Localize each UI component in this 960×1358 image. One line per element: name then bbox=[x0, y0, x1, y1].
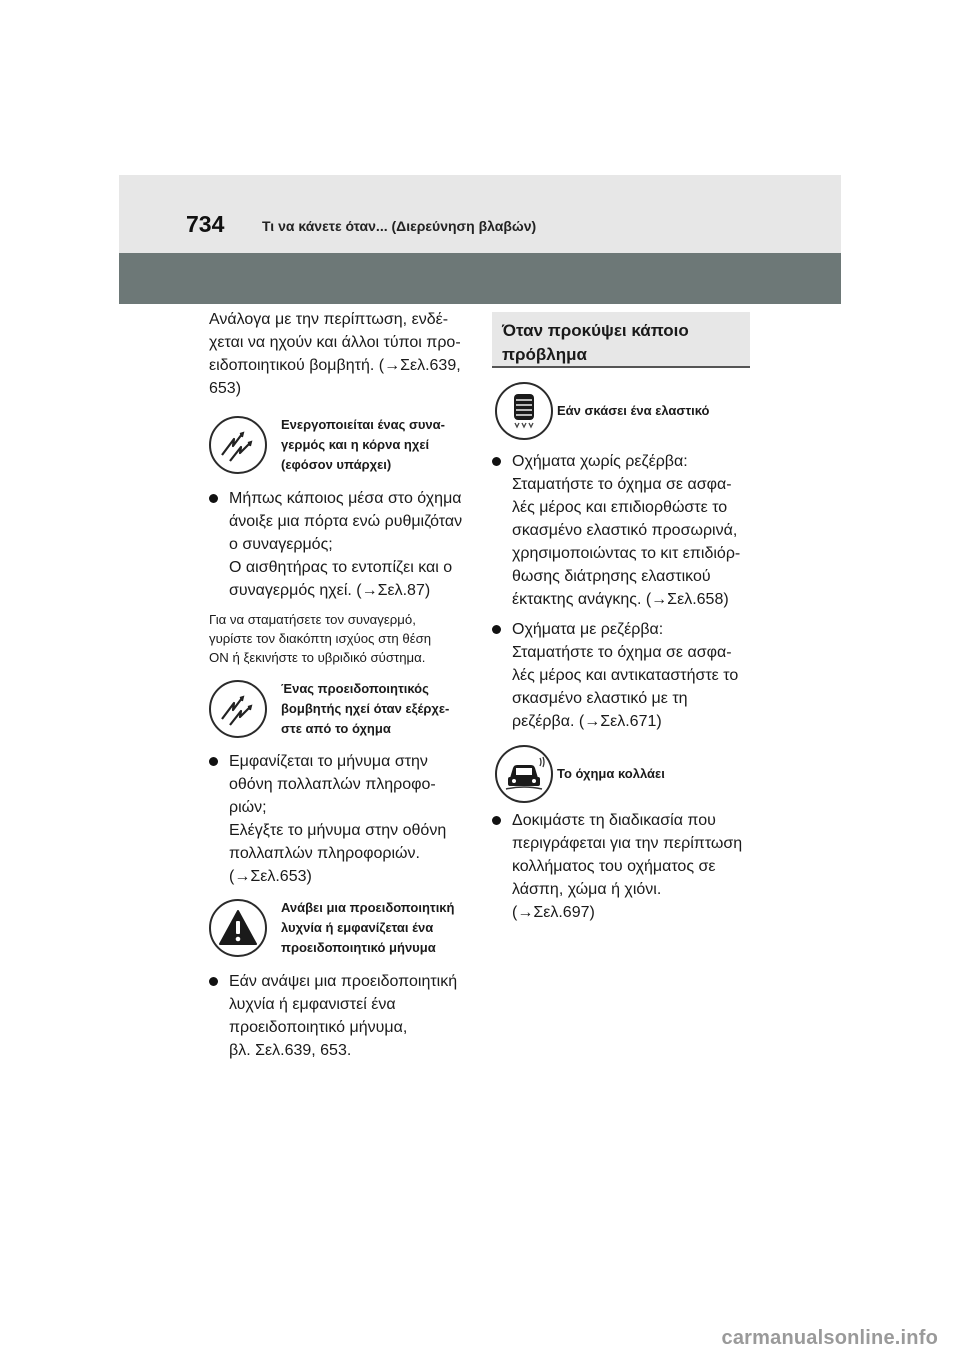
buzzer-bullet: Εμφανίζεται το μήνυμα στην οθόνη πολλαπλών πληροφο- ριών; Ελέγξτε το μήνυμα στην οθόνη πολλαπλών πληροφοριών. (→Σελ.653) bbox=[209, 750, 471, 888]
stuck-vehicle-bullet: Δοκιμάστε τη διαδικασία που περιγράφεται για την περίπτωση κολλήματος του οχήματος σε λάσπη, χώμα ή χιόνι. (→Σελ.697) bbox=[492, 809, 750, 924]
page-number: 734 bbox=[186, 211, 225, 237]
alarm-heading-label: Ενεργοποιείται ένας συνα- γερμός και η κόρνα ηχεί (εφόσον υπάρχει) bbox=[281, 417, 445, 472]
flat-tire-bullet-no-spare: Οχήματα χωρίς ρεζέρβα: Σταματήστε το όχημα σε ασφα- λές μέρος και επιδιορθώστε το σκασμένο ελαστικό προσωρινά, χρησιμοποιώντας το κιτ επιδιόρ- θωσης διάτρησης ελαστικού έκτακτης ανάγκης. (→Σελ.658) bbox=[492, 450, 750, 611]
warning-exclamation-icon bbox=[209, 899, 267, 957]
bullet-icon bbox=[209, 757, 218, 766]
bullet-icon bbox=[492, 457, 501, 466]
bullet-icon bbox=[492, 625, 501, 634]
buzzer-heading-label: Ένας προειδοποιητικός βομβητής ηχεί όταν εξέρχε- στε από το όχημα bbox=[281, 681, 450, 736]
flat-tire-heading bbox=[495, 382, 750, 440]
bullet-icon bbox=[209, 977, 218, 986]
alarm-sound-icon bbox=[209, 416, 267, 474]
alarm-bullet: Μήπως κάποιος μέσα στο όχημα άνοιξε μια πόρτα ενώ ρυθμιζόταν ο συναγερμός; Ο αισθητήρας το εντοπίζει και ο συναγερμός ηχεί. (→Σελ.87) bbox=[209, 487, 471, 602]
alarm-heading bbox=[209, 415, 471, 475]
flat-tire-icon bbox=[495, 382, 553, 440]
warning-heading bbox=[209, 898, 471, 958]
bullet-icon bbox=[209, 494, 218, 503]
warning-bullet: Εάν ανάψει μια προειδοποιητική λυχνία ή εμφανιστεί ένα προειδοποιητικό μήνυμα, βλ. Σελ.639, 653. bbox=[209, 970, 471, 1062]
header-band bbox=[119, 175, 841, 253]
right-column bbox=[492, 306, 750, 924]
section-heading: Όταν προκύψει κάποιο πρόβλημα bbox=[492, 312, 750, 368]
warning-heading-label: Ανάβει μια προειδοποιητική λυχνία ή εμφανίζεται ένα προειδοποιητικό μήνυμα bbox=[281, 900, 455, 955]
stuck-vehicle-label: Το όχημα κολλάει bbox=[557, 766, 665, 781]
header-bar bbox=[119, 253, 841, 304]
buzzer-sound-icon bbox=[209, 680, 267, 738]
watermark: carmanualsonline.info bbox=[721, 1327, 938, 1349]
buzzer-heading bbox=[209, 679, 471, 739]
page-title: Τι να κάνετε όταν... (Διερεύνηση βλαβών) bbox=[262, 218, 537, 234]
left-column bbox=[209, 306, 471, 1062]
bullet-icon bbox=[492, 816, 501, 825]
flat-tire-label: Εάν σκάσει ένα ελαστικό bbox=[557, 403, 710, 418]
stuck-vehicle-heading bbox=[495, 745, 750, 803]
stuck-vehicle-icon bbox=[495, 745, 553, 803]
alarm-note: Για να σταματήσετε τον συναγερμό, γυρίστε τον διακόπτη ισχύος στη θέση ON ή ξεκινήστε το υβριδικό σύστημα. bbox=[209, 612, 432, 665]
flat-tire-bullet-with-spare: Οχήματα με ρεζέρβα: Σταματήστε το όχημα σε ασφα- λές μέρος και αντικαταστήστε το σκασμένο ελαστικό με τη ρεζέρβα. (→Σελ.671) bbox=[492, 618, 750, 733]
intro-paragraph: Ανάλογα με την περίπτωση, ενδέ- χεται να ηχούν και άλλοι τύποι προ- ειδοποιητικού βομβητή. (→Σελ.639, 653) bbox=[209, 311, 461, 397]
